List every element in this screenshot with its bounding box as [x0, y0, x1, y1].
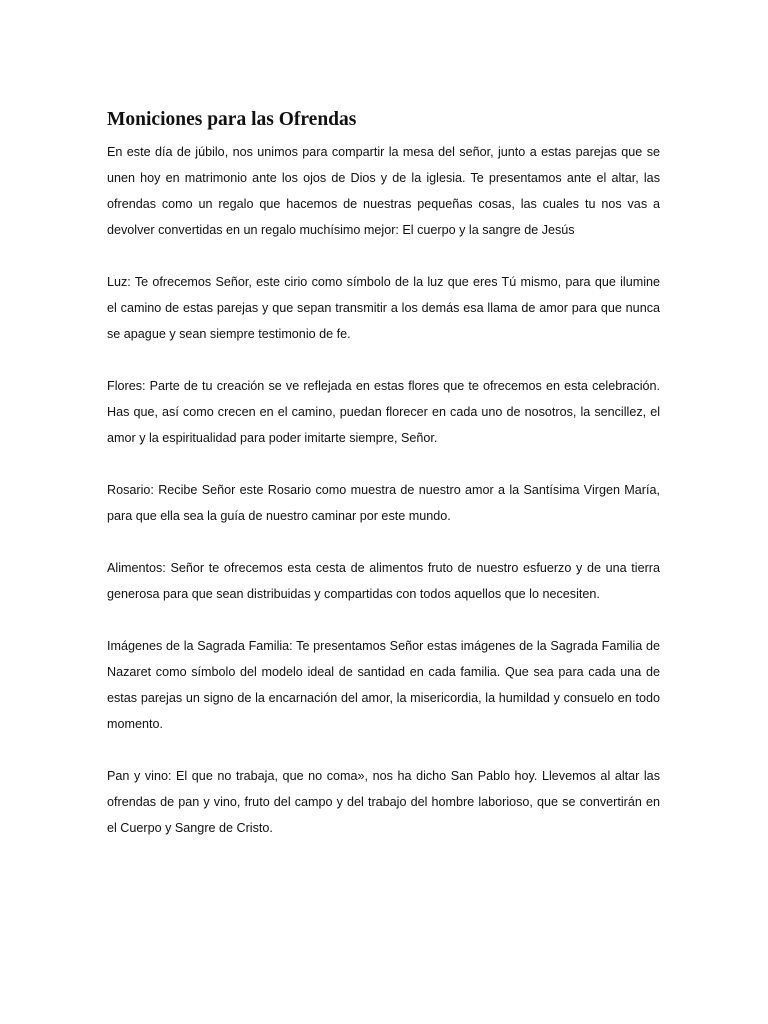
sagrada-familia-paragraph: Imágenes de la Sagrada Familia: Te presentamos Señor estas imágenes de la Sagrada Familia de Nazaret como símbolo del modelo ideal de santidad en cada familia. Que sea para cada una de estas parejas un signo de la encarnación del amor, la misericordia, la humildad y consuelo en todo momento.: [107, 639, 660, 731]
document-title: Moniciones para las Ofrendas: [107, 109, 357, 130]
rosario-paragraph: Rosario: Recibe Señor este Rosario como muestra de nuestro amor a la Santísima Virgen María, para que ella sea la guía de nuestro caminar por este mundo.: [107, 483, 660, 523]
pan-y-vino-paragraph: Pan y vino: El que no trabaja, que no coma», nos ha dicho San Pablo hoy. Llevemos al altar las ofrendas de pan y vino, fruto del campo y del trabajo del hombre laborioso, que se convertirán en el Cuerpo y Sangre de Cristo.: [107, 769, 660, 835]
alimentos-paragraph: Alimentos: Señor te ofrecemos esta cesta de alimentos fruto de nuestro esfuerzo y de una tierra generosa para que sean distribuidas y compartidas con todos aquellos que lo necesiten.: [107, 561, 660, 601]
flores-paragraph: Flores: Parte de tu creación se ve reflejada en estas flores que te ofrecemos en esta celebración. Has que, así como crecen en el camino, puedan florecer en cada uno de nosotros, la sencillez, el amor y la espiritualidad para poder imitarte siempre, Señor.: [107, 379, 660, 445]
intro-paragraph: En este día de júbilo, nos unimos para compartir la mesa del señor, junto a estas parejas que se unen hoy en matrimonio ante los ojos de Dios y de la iglesia. Te presentamos ante el altar, las ofrendas como un regalo que hacemos de nuestras pequeñas cosas, las cuales tu nos vas a devolver convertidas en un regalo muchísimo mejor: El cuerpo y la sangre de Jesús: [107, 145, 660, 237]
luz-paragraph: Luz: Te ofrecemos Señor, este cirio como símbolo de la luz que eres Tú mismo, para que ilumine el camino de estas parejas y que sepan transmitir a los demás esa llama de amor para que nunca se apague y sean siempre testimonio de fe.: [107, 275, 660, 341]
